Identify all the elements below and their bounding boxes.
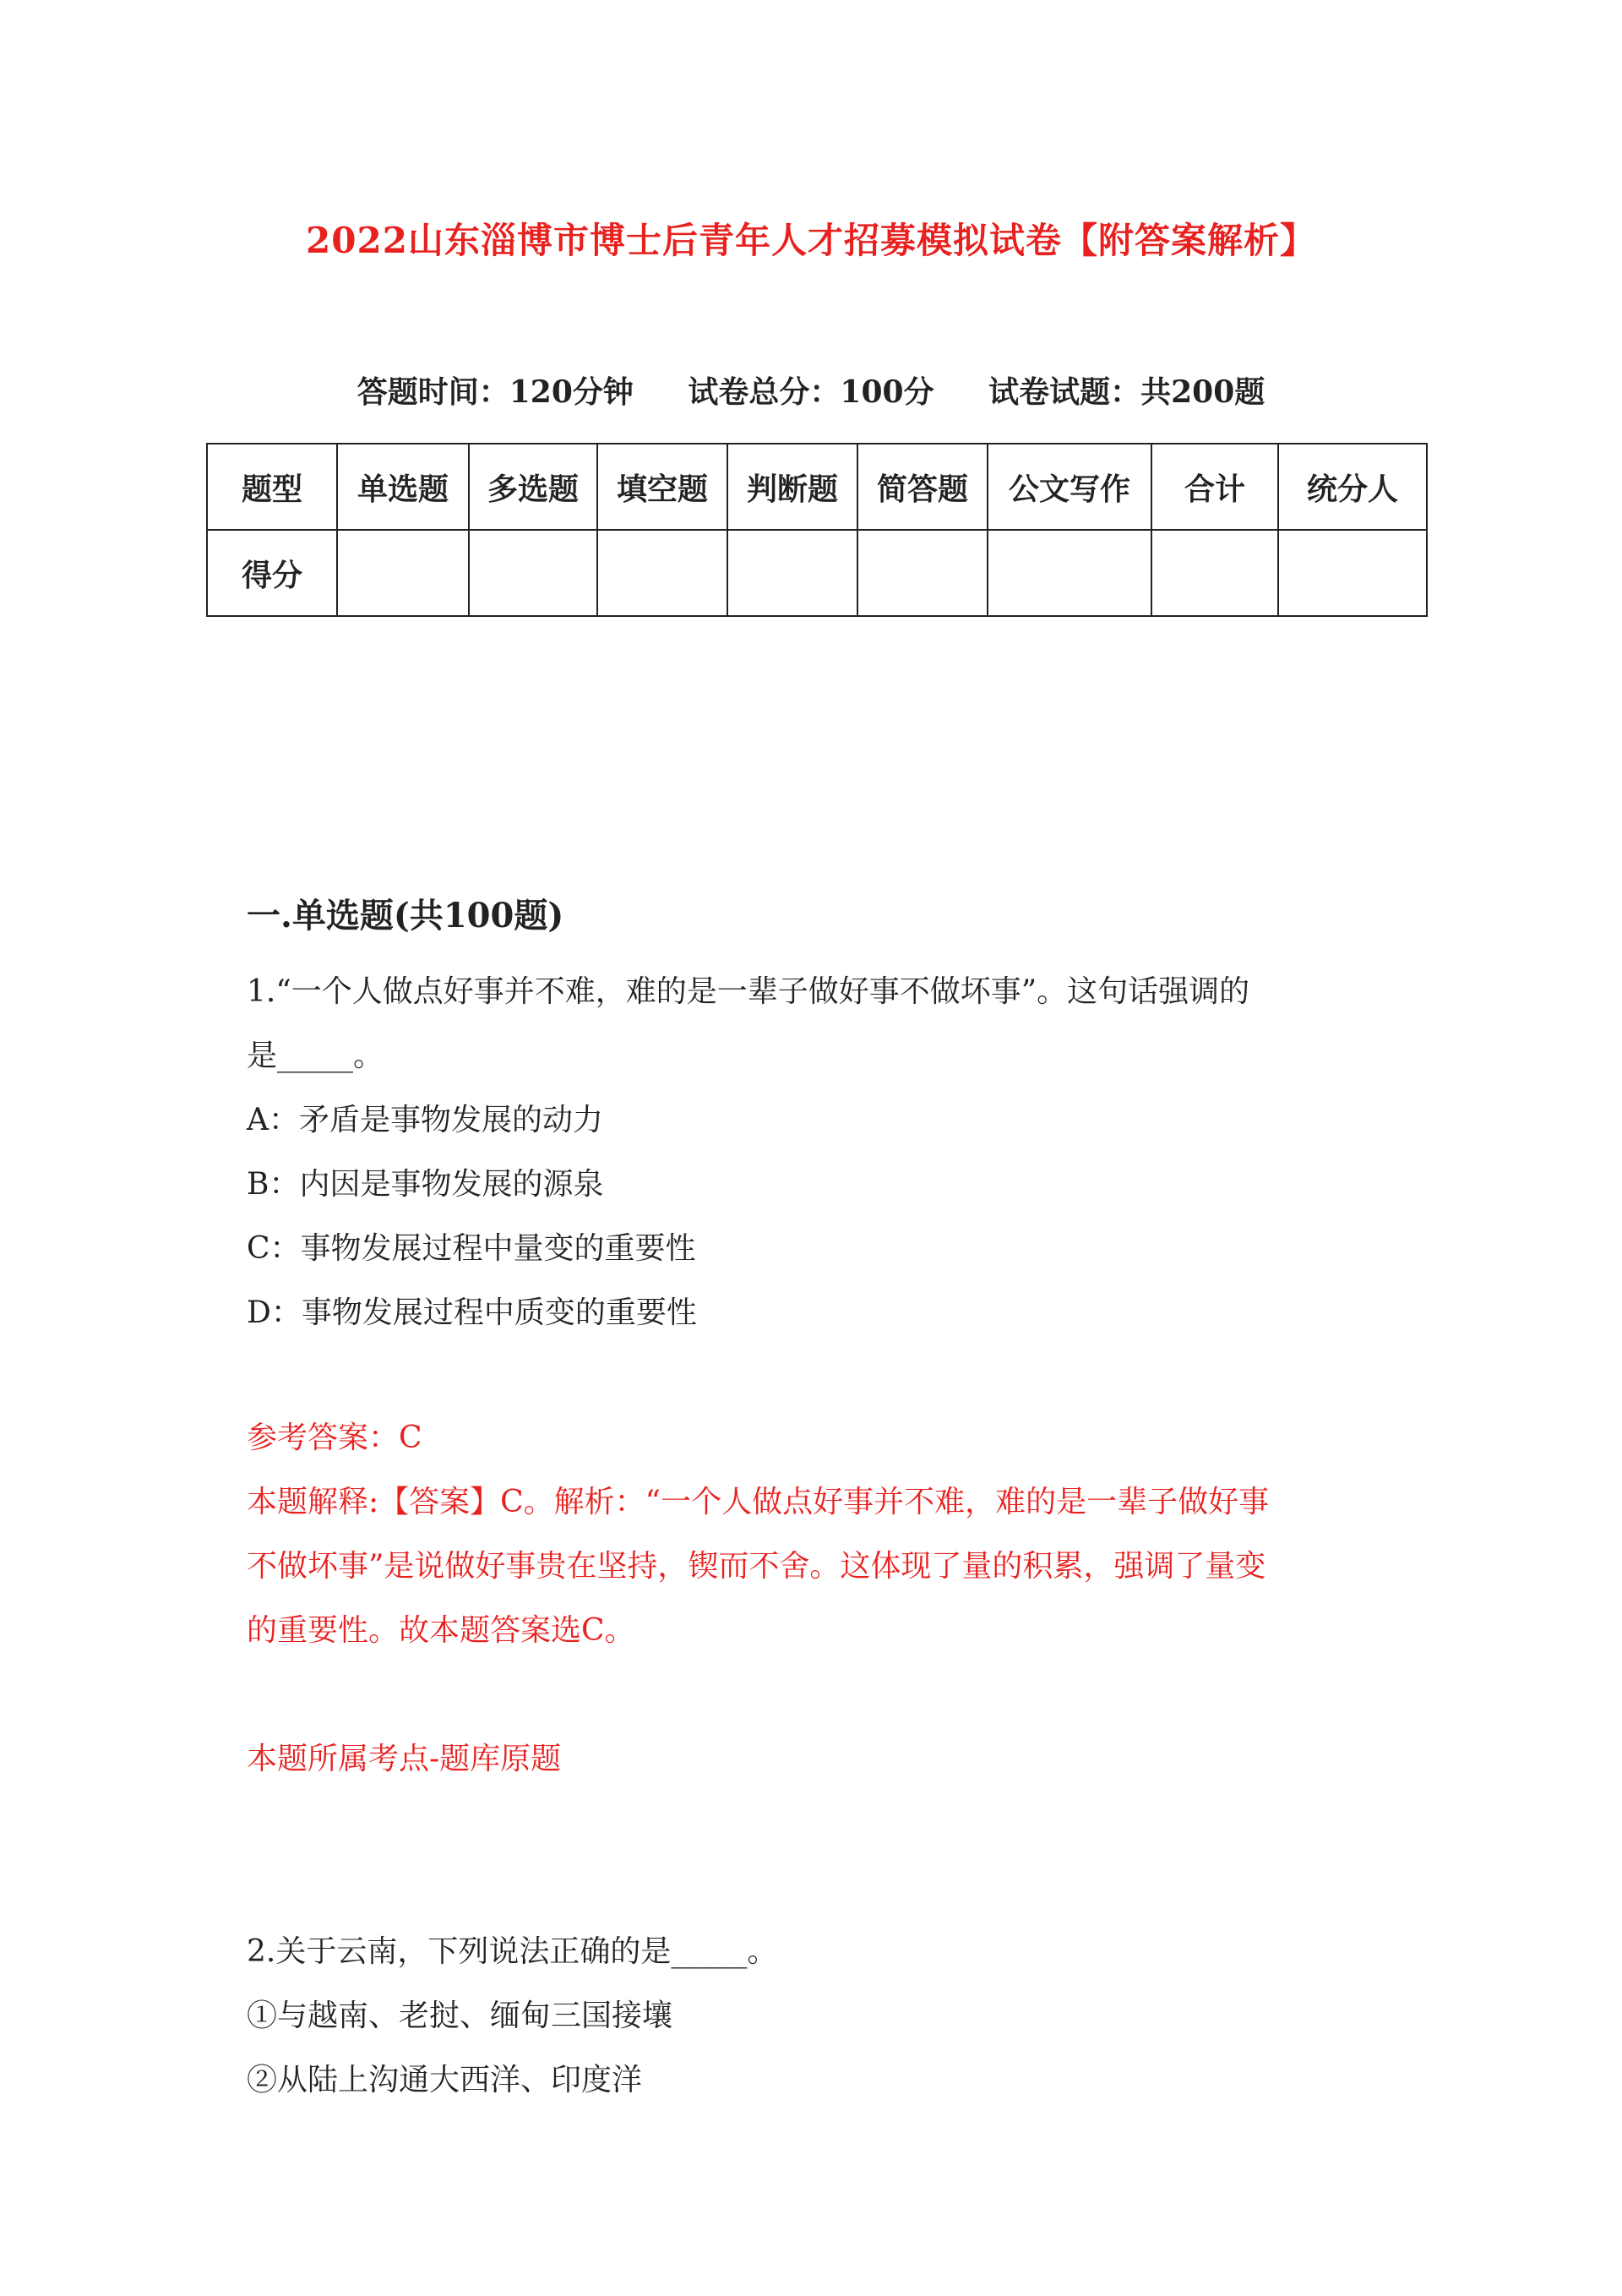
score-table-header-row [207,444,1427,530]
question-stem-continued: 是_____。 [247,1039,384,1073]
header-cell-official-writing: 公文写作 [988,444,1151,530]
score-table-score-row [207,530,1427,616]
option-c: C：事物发展过程中量变的重要性 [247,1231,696,1266]
exam-total-score: 试卷总分：100分 [688,374,934,410]
score-cell [1151,530,1278,616]
header-cell-true-false: 判断题 [727,444,857,530]
knowledge-point-text: 本题所属考点-题库原题 [247,1742,562,1776]
document-title: 2022山东淄博市博士后青年人才招募模拟试卷【附答案解析】 [306,220,1316,261]
exam-question-count: 试卷试题：共200题 [988,374,1265,410]
header-cell-scorer: 统分人 [1278,444,1427,530]
statement-item: ②从陆上沟通大西洋、印度洋 [247,2063,643,2097]
score-cell [1278,530,1427,616]
statement-item: ①与越南、老挝、缅甸三国接壤 [247,1999,673,2033]
header-cell-short-answer: 简答题 [857,444,988,530]
question-1 [247,960,1362,1345]
question-stem: 1.“一个人做点好事并不难，难的是一辈子做好事不做坏事”。这句话强调的 [247,974,1250,1009]
header-cell-single-choice: 单选题 [337,444,469,530]
row-label-score: 得分 [207,530,337,616]
score-cell [988,530,1151,616]
score-cell [727,530,857,616]
option-a: A：矛盾是事物发展的动力 [247,1103,603,1137]
question-2 [247,1920,1362,2113]
explanation-line: 本题解释:【答案】C。解析：“一个人做点好事并不难，难的是一辈子做好事 [247,1485,1270,1519]
reference-answer: 参考答案：C [247,1421,422,1455]
section-heading: 一.单选题(共100题) [247,896,564,935]
question-stem: 2.关于云南，下列说法正确的是_____。 [247,1934,778,1969]
score-cell [469,530,597,616]
explanation-line: 不做坏事”是说做好事贵在坚持，锲而不舍。这体现了量的积累，强调了量变 [247,1549,1266,1584]
header-cell-multiple-choice: 多选题 [469,444,597,530]
score-cell [857,530,988,616]
question-1-answer-block [247,1406,1362,1663]
exam-meta [0,368,1622,412]
score-table [206,443,1428,617]
option-b: B：内因是事物发展的源泉 [247,1167,604,1202]
header-cell-total: 合计 [1151,444,1278,530]
header-cell-fill-blank: 填空题 [597,444,727,530]
knowledge-point [247,1727,1362,1792]
score-cell [337,530,469,616]
header-cell-type: 题型 [207,444,337,530]
option-d: D：事物发展过程中质变的重要性 [247,1295,697,1330]
score-cell [597,530,727,616]
explanation-line: 的重要性。故本题答案选C。 [247,1613,635,1648]
exam-time: 答题时间：120分钟 [357,374,634,410]
